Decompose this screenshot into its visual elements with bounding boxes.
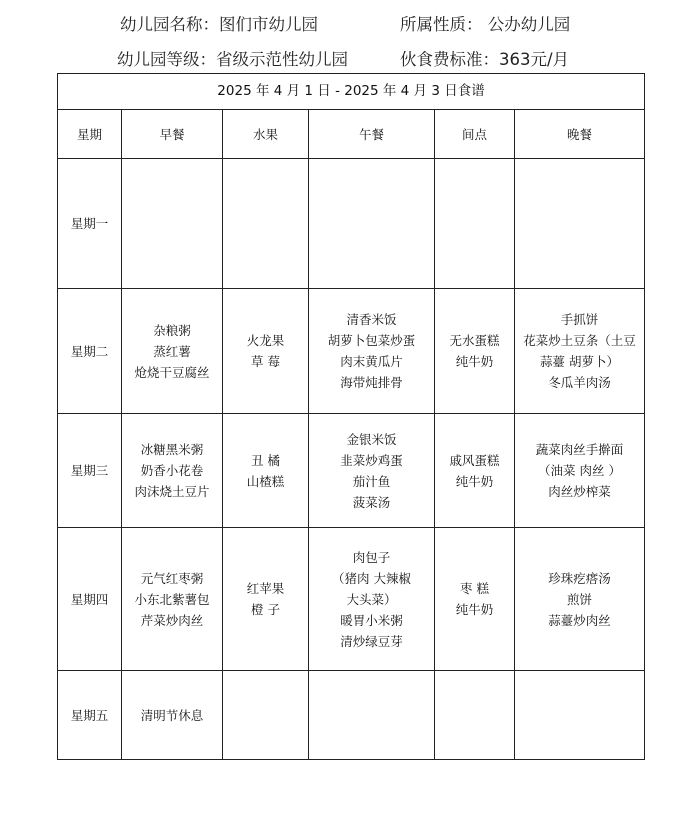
column-header-dinner: 晚餐 [515,110,645,159]
kindergarten-name: 幼儿园名称：图们市幼儿园 [120,15,318,34]
menu-item: 戚风蛋糕 [449,452,500,468]
menu-item: 肉末黄瓜片 [340,354,403,369]
table-title-row [58,74,645,110]
menu-item: 冰糖黑米粥 [140,442,204,457]
menu-item: 元气红枣粥 [140,570,204,586]
menu-item: 大头菜） [346,591,397,607]
menu-item: （油菜 肉丝 ） [538,463,621,478]
menu-item: 橙 子 [251,602,280,617]
day-cell: 星期一 [58,159,122,289]
menu-item: 纯牛奶 [455,354,494,369]
menu-item: 肉沫烧土豆片 [134,484,210,499]
breakfast-cell [122,528,223,671]
snack-cell [435,528,515,671]
column-header-day: 星期 [58,110,122,159]
day-cell: 星期四 [58,528,122,671]
breakfast-cell [122,159,223,289]
menu-item: 胡萝卜包菜炒蛋 [327,333,416,348]
menu-item: 纯牛奶 [455,473,494,489]
menu-table [57,73,645,760]
table-row [58,414,645,528]
menu-item: （猪肉 大辣椒 [332,570,411,586]
fruit-cell [223,289,309,414]
column-header-snack: 间点 [435,110,515,159]
menu-item: 无水蛋糕 [449,333,500,348]
fruit-cell [223,528,309,671]
snack-cell [435,414,515,528]
menu-item: 小东北紫薯包 [134,591,210,607]
lunch-cell [309,414,435,528]
menu-item: 芹菜炒肉丝 [140,612,204,628]
menu-item: 珍珠疙瘩汤 [548,570,611,586]
breakfast-cell [122,671,223,760]
meal-fee: 伙食费标准：363元/月 [400,50,570,69]
dinner-cell [515,289,645,414]
breakfast-cell [122,289,223,414]
table-header-row [58,110,645,159]
dinner-cell [515,528,645,671]
table-row [58,671,645,760]
menu-item: 茄汁鱼 [352,473,391,489]
menu-item: 枣 糕 [460,581,489,596]
fruit-cell [223,159,309,289]
menu-item: 草 莓 [251,354,280,369]
menu-item: 海带炖排骨 [340,375,403,390]
dinner-cell [515,671,645,760]
menu-item: 山楂糕 [246,473,285,489]
table-row [58,159,645,289]
menu-item: 肉包子 [352,549,391,565]
snack-cell [435,289,515,414]
table-title: 2025 年 4 月 1 日 - 2025 年 4 月 3 日食谱 [58,74,645,110]
menu-item: 菠菜汤 [352,494,391,510]
menu-item: 丑 橘 [251,452,280,468]
table-row [58,289,645,414]
day-cell: 星期三 [58,414,122,528]
kindergarten-level: 幼儿园等级：省级示范性幼儿园 [117,50,348,69]
snack-cell [435,671,515,760]
menu-item: 纯牛奶 [455,602,494,617]
day-cell: 星期二 [58,289,122,414]
menu-item: 清香米饭 [346,312,397,327]
menu-item: 蒸红薯 [153,343,191,359]
menu-item: 红苹果 [246,581,285,596]
menu-item: 炝烧干豆腐丝 [134,364,210,380]
menu-item: 蒜薹炒肉丝 [548,612,611,628]
menu-item: 韭菜炒鸡蛋 [340,452,403,468]
kindergarten-nature: 所属性质： 公办幼儿园 [400,15,571,34]
menu-item: 花菜炒土豆条（土豆 蒜薹 胡萝卜） [523,333,636,369]
column-header-breakfast: 早餐 [122,110,223,159]
lunch-cell [309,159,435,289]
column-header-fruit: 水果 [223,110,309,159]
day-cell: 星期五 [58,671,122,760]
column-header-lunch: 午餐 [309,110,435,159]
table-row [58,528,645,671]
snack-cell [435,159,515,289]
menu-item: 清明节休息 [140,707,204,723]
breakfast-cell [122,414,223,528]
fruit-cell [223,414,309,528]
menu-item: 冬瓜羊肉汤 [548,375,611,390]
menu-item: 奶香小花卷 [140,463,204,478]
menu-item: 肉丝炒榨菜 [548,484,611,499]
lunch-cell [309,671,435,760]
lunch-cell [309,528,435,671]
menu-item: 杂粮粥 [153,322,191,338]
menu-item: 暖胃小米粥 [340,612,403,628]
lunch-cell [309,289,435,414]
fruit-cell [223,671,309,760]
menu-item: 火龙果 [246,333,285,348]
dinner-cell [515,414,645,528]
menu-item: 蔬菜肉丝手擀面 [535,442,624,457]
menu-item: 清炒绿豆芽 [340,633,403,649]
menu-item: 金银米饭 [346,431,397,447]
menu-item: 手抓饼 [560,312,599,327]
dinner-cell [515,159,645,289]
menu-item: 煎饼 [567,591,593,607]
